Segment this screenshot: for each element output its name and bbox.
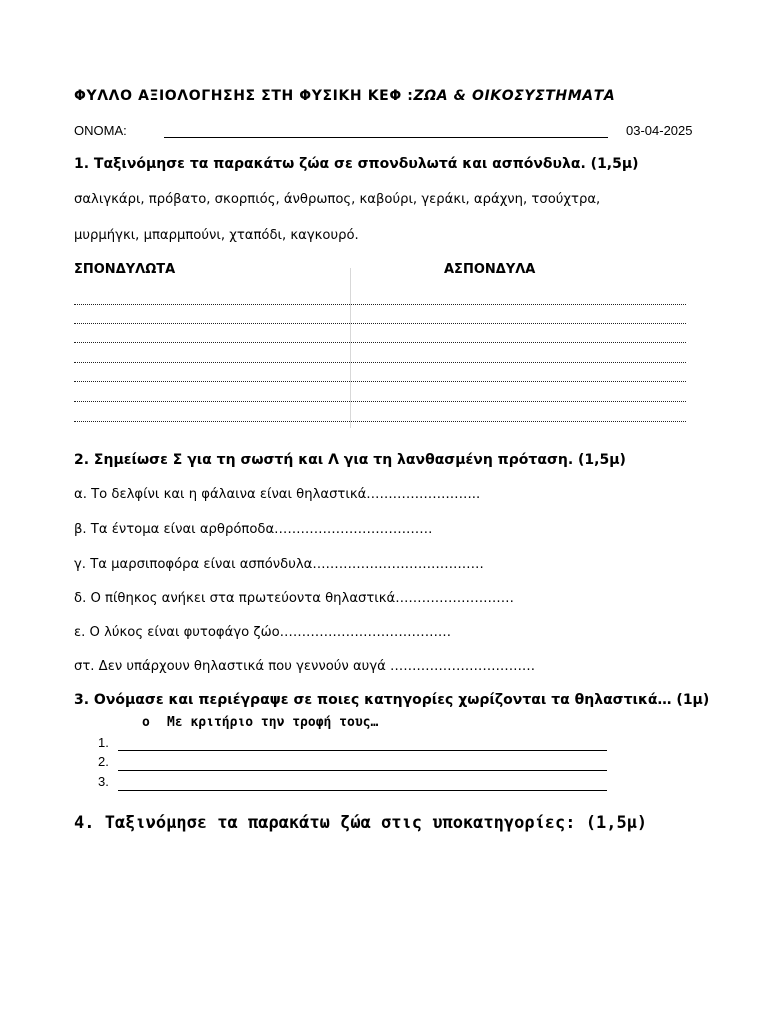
q3-answer-number: 2. [98, 754, 109, 769]
name-field-line[interactable] [164, 137, 608, 138]
answer-dotted-line[interactable] [74, 323, 686, 324]
answer-dotted-line[interactable] [74, 342, 686, 343]
column-divider [350, 268, 351, 428]
q2-statement-e: ε. Ο λύκος είναι φυτοφάγο ζώο………………………………… [74, 625, 452, 640]
answer-dotted-line[interactable] [74, 362, 686, 363]
col-heading-invertebrates: ΑΣΠΟΝΔΥΛΑ [444, 262, 536, 277]
q3-sub-question: Με κριτήριο την τροφή τους… [167, 715, 379, 730]
q3-heading: 3. Ονόμασε και περιέγραψε σε ποιες κατηγορίες χωρίζονται τα θηλαστικά… (1μ) [74, 692, 710, 708]
q2-heading: 2. Σημείωσε Σ για τη σωστή και Λ για τη λανθασμένη πρόταση. (1,5μ) [74, 452, 626, 468]
q1-animals-line-2: μυρμήγκι, μπαρμπούνι, χταπόδι, καγκουρό. [74, 228, 359, 243]
title-main: ΦΥΛΛΟ ΑΞΙΟΛΟΓΗΣΗΣ ΣΤΗ ΦΥΣΙΚΗ ΚΕΦ : [74, 88, 414, 104]
date: 03-04-2025 [626, 123, 693, 138]
q2-statement-d: δ. Ο πίθηκος ανήκει στα πρωτεύοντα θηλαστικά……………………… [74, 591, 514, 606]
q3-answer-line[interactable] [118, 790, 607, 791]
q1-heading: 1. Ταξινόμησε τα παρακάτω ζώα σε σπονδυλωτά και ασπόνδυλα. (1,5μ) [74, 156, 639, 172]
answer-dotted-line[interactable] [74, 401, 686, 402]
answer-dotted-line[interactable] [74, 421, 686, 422]
q1-animals-line-1: σαλιγκάρι, πρόβατο, σκορπιός, άνθρωπος, καβούρι, γεράκι, αράχνη, τσούχτρα, [74, 192, 601, 207]
answer-dotted-line[interactable] [74, 304, 686, 305]
answer-dotted-line[interactable] [74, 381, 686, 382]
q3-answer-number: 1. [98, 735, 109, 750]
q2-statement-b: β. Τα έντομα είναι αρθρόποδα……………………………… [74, 522, 433, 537]
q2-statement-st: στ. Δεν υπάρχουν θηλαστικά που γεννούν αυγά …………………………… [74, 659, 536, 674]
q3-answer-line[interactable] [118, 750, 607, 751]
name-label: ΟΝΟΜΑ: [74, 123, 127, 138]
col-heading-vertebrates: ΣΠΟΝΔΥΛΩΤΑ [74, 262, 176, 277]
q2-statement-c: γ. Τα μαρσιποφόρα είναι ασπόνδυλα………………………………… [74, 557, 484, 572]
title-subject: ΖΩΑ & ΟΙΚΟΣΥΣΤΗΜΑΤΑ [413, 88, 616, 104]
q3-answer-number: 3. [98, 774, 109, 789]
worksheet-title [74, 88, 615, 104]
q3-answer-line[interactable] [118, 770, 607, 771]
q2-statement-a: α. Το δελφίνι και η φάλαινα είναι θηλαστικά…………………….. [74, 487, 481, 502]
q3-bullet-marker: o [142, 715, 150, 730]
q4-heading: 4. Ταξινόμησε τα παρακάτω ζώα στις υποκατηγορίες: (1,5μ) [74, 813, 648, 833]
